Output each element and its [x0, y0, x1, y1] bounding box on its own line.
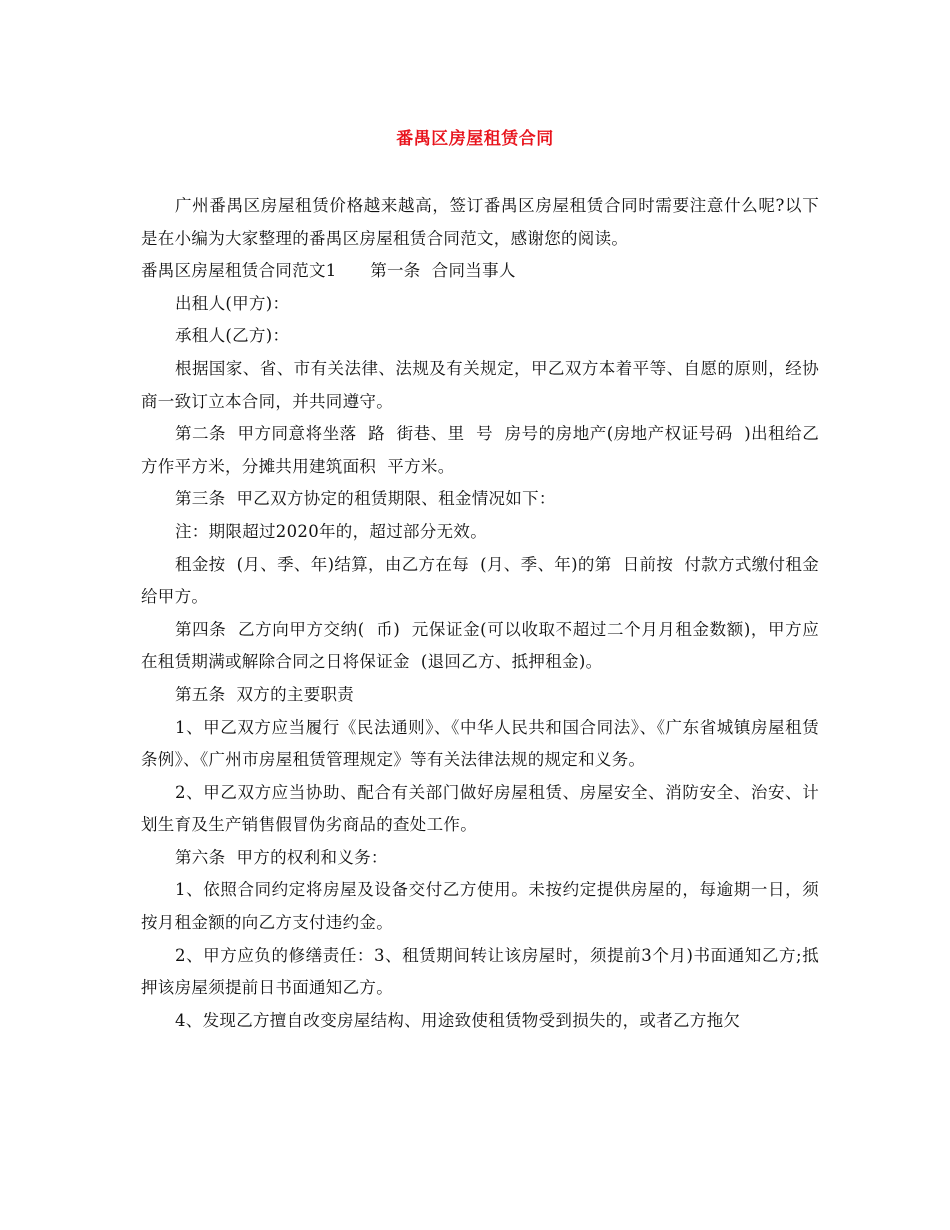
- paragraph-article-2: 第二条 甲方同意将坐落 路 街巷、里 号 房号的房地产(房地产权证号码 )出租给乙方作平方米，分摊共用建筑面积 平方米。: [141, 424, 819, 476]
- document-title: 番禺区房屋租赁合同: [396, 129, 554, 149]
- paragraph-article-6: 第六条 甲方的权利和义务：: [175, 847, 388, 867]
- paragraph-article-6-item-1: 1、依照合同约定将房屋及设备交付乙方使用。未按约定提供房屋的，每逾期一日，须按月租金额的向乙方支付违约金。: [141, 880, 819, 933]
- paragraph-note: 注：期限超过2020年的，超过部分无效。: [175, 521, 487, 541]
- paragraph-intro: 广州番禺区房屋租赁价格越来越高，签订番禺区房屋租赁合同时需要注意什么呢?以下是在小编为大家整理的番禺区房屋租赁合同范文，感谢您的阅读。: [141, 196, 819, 248]
- paragraph-principle: 根据国家、省、市有关法律、法规及有关规定，甲乙双方本着平等、自愿的原则，经协商一致订立本合同，并共同遵守。: [141, 358, 819, 411]
- paragraph-article-4: 第四条 乙方向甲方交纳( 币) 元保证金(可以收取不超过二个月月租金数额)，甲方应在租赁期满或解除合同之日将保证金 (退回乙方、抵押租金)。: [141, 619, 819, 672]
- paragraph-article-3: 第三条 甲乙双方协定的租赁期限、租金情况如下：: [175, 489, 556, 509]
- paragraph-article-6-item-4: 4、发现乙方擅自改变房屋结构、用途致使租赁物受到损失的，或者乙方拖欠: [175, 1010, 741, 1030]
- paragraph-sample-heading: 番禺区房屋租赁合同范文1 第一条 合同当事人: [141, 261, 516, 281]
- paragraph-lessee: 承租人(乙方)：: [175, 326, 290, 346]
- paragraph-article-5-item-1: 1、甲乙双方应当履行《民法通则》、《中华人民共和国合同法》、《广东省城镇房屋租赁条例》、《广州市房屋租赁管理规定》等有关法律法规的规定和义务。: [141, 717, 819, 770]
- paragraph-article-6-item-2: 2、甲方应负的修缮责任：3、租赁期间转让该房屋时，须提前3个月)书面通知乙方;抵押该房屋须提前日书面通知乙方。: [141, 945, 819, 998]
- paragraph-rent-payment: 租金按 (月、季、年)结算，由乙方在每 (月、季、年)的第 日前按 付款方式缴付租金给甲方。: [141, 554, 819, 607]
- paragraph-lessor: 出租人(甲方)：: [175, 293, 290, 313]
- paragraph-article-5-item-2: 2、甲乙双方应当协助、配合有关部门做好房屋租赁、房屋安全、消防安全、治安、计划生育及生产销售假冒伪劣商品的查处工作。: [141, 782, 819, 835]
- document-body: [141, 190, 819, 1037]
- paragraph-article-5: 第五条 双方的主要职责: [175, 684, 355, 704]
